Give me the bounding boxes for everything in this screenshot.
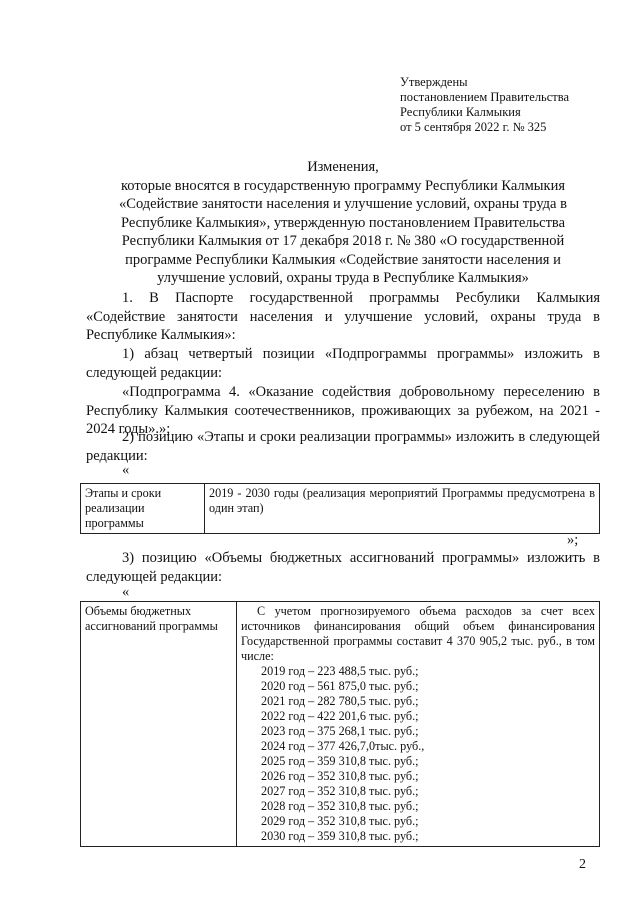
stages-value-cell: 2019 - 2030 годы (реализация мероприятий Программы предусмотрена в один этап) [205,484,600,534]
budget-year-line: 2022 год – 422 201,6 тыс. руб.; [261,709,419,723]
title-line: «Содействие занятости населения и улучшение условий, охраны труда в [119,196,567,212]
budget-year-line: 2030 год – 359 310,8 тыс. руб.; [261,829,419,843]
open-quote: « [122,584,130,600]
title-line: Республики Калмыкия от 17 декабря 2018 г. № 380 «О государственной [121,233,565,249]
paragraph-1: 1. В Паспорте государственной программы Ресбулики Калмыкия «Содействие занятости населения и улучшение условий, охраны труда в Республике Калмыкия»: [86,290,600,343]
title-line: программе Республики Калмыкия «Содействие занятости населения и [125,251,561,268]
title-line: Республике Калмыкия», утвержденную постановлением Правительства [120,214,566,231]
stages-table [80,483,600,534]
paragraph-2: 1) абзац четвертый позиции «Подпрограммы программы» изложить в следующей редакции: [86,346,600,381]
paragraph-4: 2) позицию «Этапы и сроки реализации программы» изложить в следующей редакции: [86,429,600,464]
budget-value-cell [237,602,600,847]
budget-label-cell: Объемы бюджетных ассигнований программы [81,602,237,847]
paragraph-3: «Подпрограмма 4. «Оказание содействия добровольному переселению в Республику Калмыкия соотечественников, проживающих за рубежом, на 2021 - 2024 годы».»; [86,384,600,437]
approval-line: от 5 сентября 2022 г. № 325 [400,120,547,134]
approval-line: постановлением Правительства [400,90,570,104]
approval-block [400,75,569,135]
budget-intro: С учетом прогнозируемого объема расходов за счет всех источников финансирования общий объем финансирования Государственной программы составит 4 370 905,2 тыс. руб., в том числе: [241,604,595,663]
open-quote: « [122,462,130,478]
budget-year-line: 2020 год – 561 875,0 тыс. руб.; [261,679,419,693]
budget-year-line: 2025 год – 359 310,8 тыс. руб.; [261,754,419,768]
budget-year-line: 2024 год – 377 426,7,0тыс. руб., [261,739,425,753]
budget-table [80,601,600,847]
document-title [86,158,600,288]
close-quote: »; [567,532,579,548]
title-line: улучшение условий, охраны труда в Республике Калмыкия» [157,270,529,286]
table-row [81,602,600,847]
title-heading: Изменения, [307,159,379,175]
stages-label-cell: Этапы и сроки реализации программы [81,484,205,534]
budget-year-line: 2023 год – 375 268,1 тыс. руб.; [261,724,419,738]
budget-year-line: 2026 год – 352 310,8 тыс. руб.; [261,769,419,783]
budget-year-line: 2021 год – 282 780,5 тыс. руб.; [261,694,419,708]
paragraph-5: 3) позицию «Объемы бюджетных ассигнований программы» изложить в следующей редакции: [86,550,600,585]
table-row [81,484,600,534]
budget-year-line: 2027 год – 352 310,8 тыс. руб.; [261,784,419,798]
approval-line: Утверждены [400,75,468,89]
approval-line: Республики Калмыкия [400,105,521,119]
page-number: 2 [579,857,586,872]
budget-year-line: 2019 год – 223 488,5 тыс. руб.; [261,664,419,678]
budget-year-line: 2029 год – 352 310,8 тыс. руб.; [261,814,419,828]
budget-year-line: 2028 год – 352 310,8 тыс. руб.; [261,799,419,813]
title-line: которые вносятся в государственную программу Республики Калмыкия [120,177,566,194]
